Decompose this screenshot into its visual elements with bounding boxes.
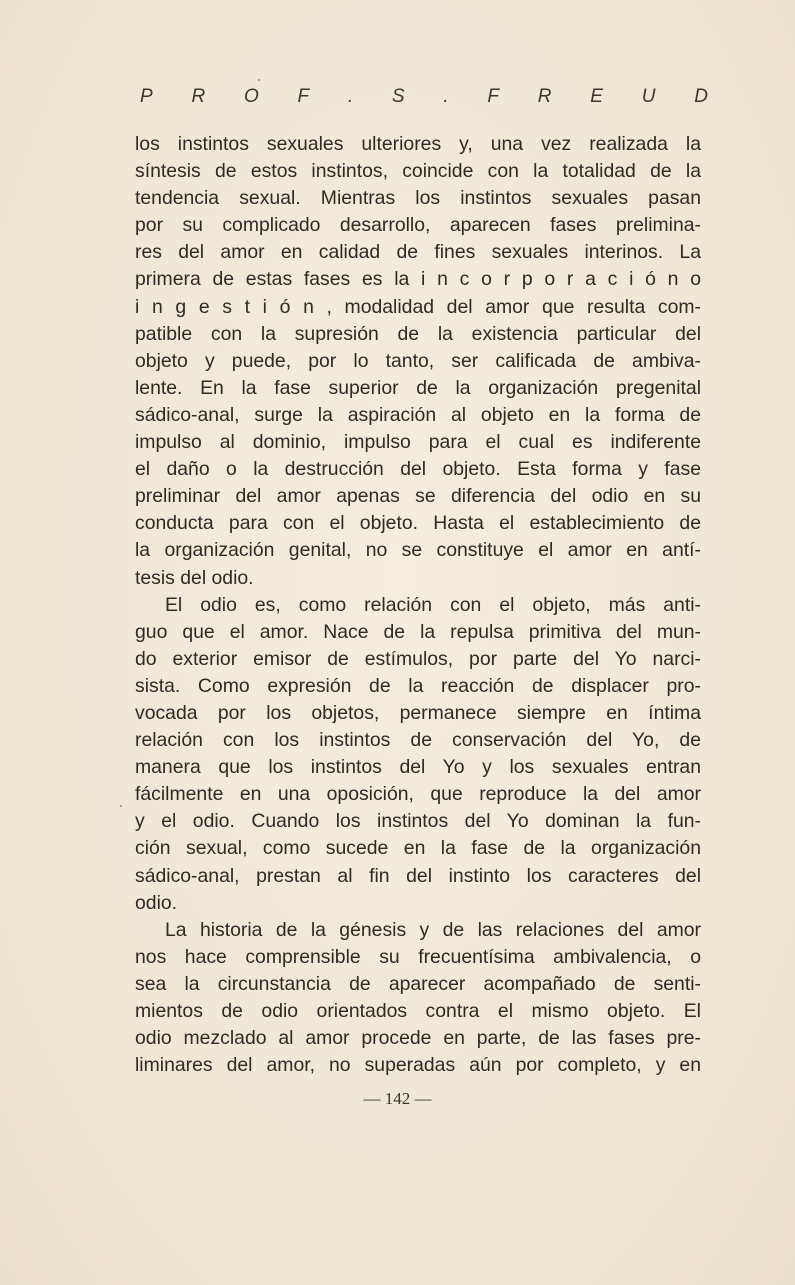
text-line: El odio es, como relación con el objeto, más anti- bbox=[165, 593, 701, 616]
running-head-letter: D bbox=[694, 86, 708, 107]
body-text bbox=[135, 131, 701, 1079]
running-head-letter: . bbox=[347, 86, 354, 107]
running-head-letter: R bbox=[191, 86, 206, 107]
running-head bbox=[140, 86, 708, 116]
text-line: manera que los instintos del Yo y los sexuales entran bbox=[135, 756, 701, 779]
text-line: sádico-anal, surge la aspiración al objeto en la forma de bbox=[135, 403, 701, 426]
running-head-letter: F bbox=[297, 86, 310, 107]
text-line: primera de estas fases es la i n c o r p o r a c i ó n o bbox=[135, 268, 701, 291]
text-line: odio mezclado al amor procede en parte, de las fases pre- bbox=[135, 1027, 701, 1050]
text-line: sádico-anal, prestan al fin del instinto los caracteres del bbox=[135, 864, 701, 887]
running-head-letter: R bbox=[537, 86, 552, 107]
text-line: nos hace comprensible su frecuentísima ambivalencia, o bbox=[135, 945, 701, 968]
text-line: guo que el amor. Nace de la repulsa primitiva del mun- bbox=[135, 620, 701, 643]
running-head-letter: . bbox=[443, 86, 449, 107]
running-head-letter: F bbox=[487, 86, 500, 107]
text-line: mientos de odio orientados contra el mismo objeto. El bbox=[135, 1000, 701, 1022]
text-line: vocada por los objetos, permanece siempre en íntima bbox=[135, 701, 701, 724]
text-line: do exterior emisor de estímulos, por parte del Yo narci- bbox=[135, 647, 701, 670]
running-head-letter: U bbox=[641, 86, 656, 107]
text-line: tendencia sexual. Mientras los instintos sexuales pasan bbox=[135, 187, 701, 210]
page-number: — 142 — bbox=[363, 1089, 432, 1108]
text-line: odio. bbox=[135, 891, 178, 914]
text-line: res del amor en calidad de fines sexuales interinos. La bbox=[135, 241, 701, 264]
text-line: el daño o la destrucción del objeto. Esta forma y fase bbox=[135, 458, 701, 481]
text-line: los instintos sexuales ulteriores y, una vez realizada la bbox=[135, 133, 701, 155]
running-head-letter: S bbox=[391, 86, 405, 107]
text-line: y el odio. Cuando los instintos del Yo dominan la fun- bbox=[135, 810, 701, 833]
paper-speck bbox=[120, 805, 122, 807]
text-line: por su complicado desarrollo, aparecen fases prelimina- bbox=[135, 214, 701, 237]
text-line: preliminar del amor apenas se diferencia del odio en su bbox=[135, 485, 701, 508]
text-line: síntesis de estos instintos, coincide con la totalidad de la bbox=[135, 160, 701, 183]
text-line: lente. En la fase superior de la organización pregenital bbox=[135, 376, 701, 399]
text-line: La historia de la génesis y de las relaciones del amor bbox=[165, 918, 701, 941]
running-head-letter: E bbox=[590, 86, 603, 107]
text-line: objeto y puede, por lo tanto, ser calificada de ambiva- bbox=[135, 349, 701, 372]
text-line: sea la circunstancia de aparecer acompañado de senti- bbox=[135, 972, 701, 995]
text-line: patible con la supresión de la existencia particular del bbox=[135, 322, 701, 345]
running-head-letter: O bbox=[243, 86, 259, 107]
text-line: tesis del odio. bbox=[135, 566, 254, 589]
text-line: liminares del amor, no superadas aún por completo, y en bbox=[135, 1054, 701, 1077]
text-line: sista. Como expresión de la reacción de displacer pro- bbox=[135, 674, 701, 697]
text-line: la organización genital, no se constituye el amor en antí- bbox=[135, 539, 701, 562]
running-head-letter: P bbox=[140, 86, 153, 107]
paper-speck bbox=[258, 79, 260, 81]
text-line: relación con los instintos de conservación del Yo, de bbox=[135, 729, 701, 752]
text-line: ción sexual, como sucede en la fase de la organización bbox=[135, 837, 701, 860]
text-line: conducta para con el objeto. Hasta el establecimiento de bbox=[135, 512, 701, 535]
text-line: impulso al dominio, impulso para el cual es indiferente bbox=[135, 431, 701, 454]
text-line: fácilmente en una oposición, que reproduce la del amor bbox=[135, 783, 701, 806]
text-line: i n g e s t i ó n , modalidad del amor que resulta com- bbox=[135, 295, 701, 318]
